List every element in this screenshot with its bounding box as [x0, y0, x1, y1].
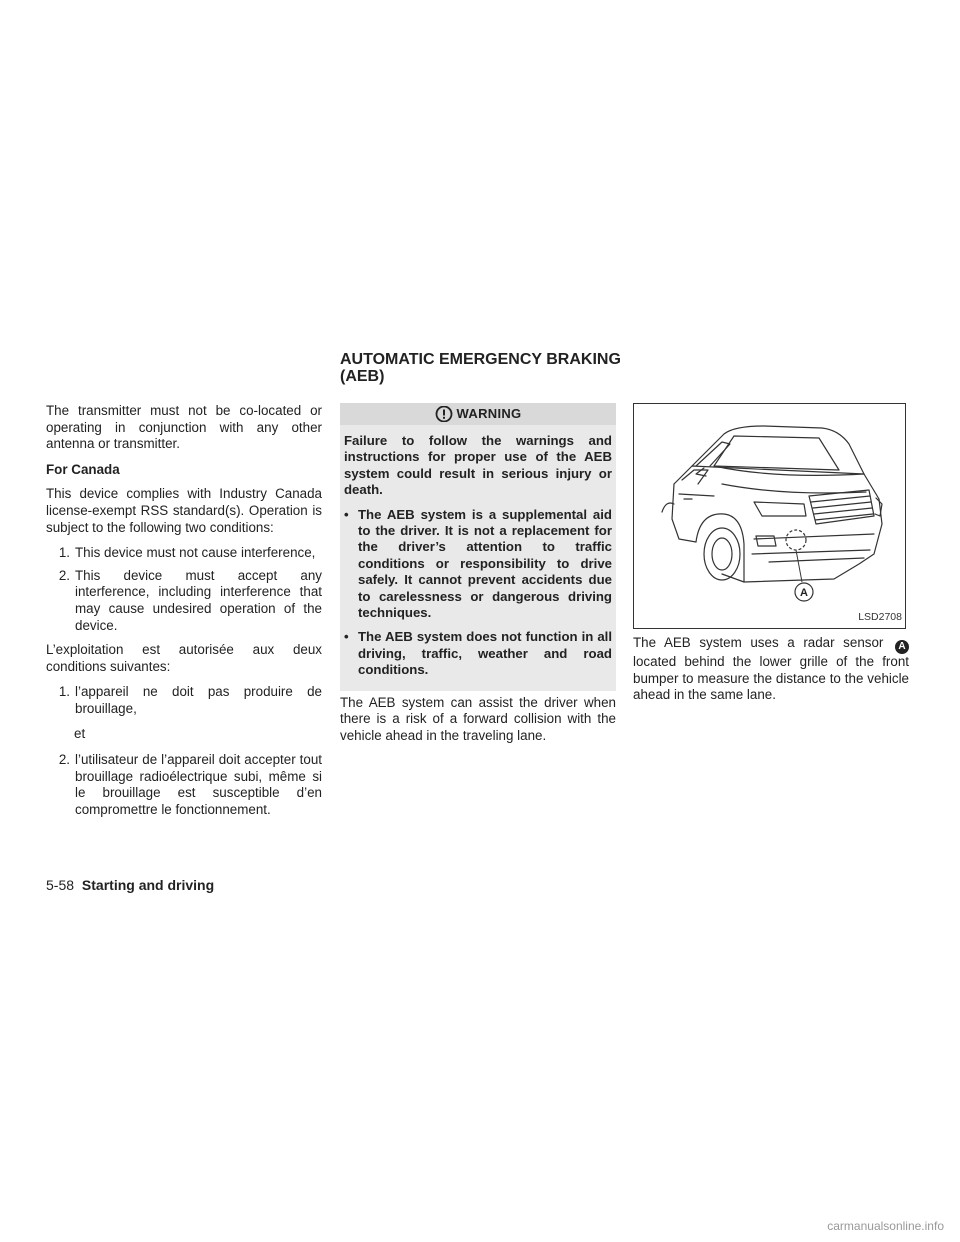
- warning-box: [340, 403, 616, 691]
- canada-paragraph: This device complies with Industry Canada license-exempt RSS standard(s). Operation is subject to the following two conditions:: [46, 486, 322, 535]
- warning-icon: [435, 406, 453, 422]
- warning-title: WARNING: [456, 405, 522, 421]
- list-text: This device must accept any interference, including interference that may cause undesired operation of the device.: [75, 567, 322, 633]
- callout-a-marker: A: [895, 640, 909, 654]
- figure-code: LSD2708: [858, 611, 902, 624]
- page-footer: [46, 877, 214, 893]
- radar-text-before: The AEB system uses a radar sensor: [633, 635, 884, 650]
- vehicle-figure: [633, 403, 906, 629]
- aeb-assist-paragraph: The AEB system can assist the driver when there is a risk of a forward collision with the vehicle ahead in the traveling lane.: [340, 694, 616, 743]
- watermark: carmanualsonline.info: [827, 1219, 944, 1233]
- french-intro: L’exploitation est autorisée aux deux conditions suivantes:: [46, 642, 322, 674]
- bullet: •: [344, 629, 349, 645]
- list-item: [344, 629, 612, 678]
- figure-callout: A: [800, 587, 808, 599]
- canada-heading: For Canada: [46, 461, 120, 477]
- warning-intro: Failure to follow the warnings and instructions for proper use of the AEB system could result in serious injury or death.: [344, 433, 612, 498]
- list-text: l’appareil ne doit pas produire de brouillage,: [75, 684, 322, 716]
- bullet: •: [344, 506, 349, 522]
- list-text: l’utilisateur de l’appareil doit accepter tout brouillage radioélectrique subi, même si le brouillage est susceptible d’en compromettre le fonctionnement.: [75, 752, 322, 817]
- radar-sensor-paragraph: [633, 635, 909, 704]
- section-title: AUTOMATIC EMERGENCY BRAKING (AEB): [340, 351, 621, 385]
- warning-bullets: [344, 507, 612, 679]
- list-number: 1.: [58, 545, 70, 561]
- conditions-list-fr-2: [46, 752, 322, 818]
- warning-header: [340, 403, 616, 425]
- column-middle: [340, 403, 616, 753]
- suv-illustration: [634, 404, 905, 628]
- bullet-text: The AEB system does not function in all driving, traffic, weather and road conditions.: [358, 629, 612, 678]
- french-et: et: [74, 725, 86, 741]
- bullet-text: The AEB system is a supplemental aid to the driver. It is not a replacement for the driver’s attention to traffic conditions or responsibility to drive safely. It cannot prevent accidents due to carelessness or dangerous driving techniques.: [358, 506, 612, 621]
- list-text: This device must not cause interference,: [75, 545, 316, 561]
- list-number: 2.: [58, 752, 70, 768]
- list-item: [46, 545, 322, 562]
- list-item: [46, 568, 322, 634]
- list-number: 1.: [58, 684, 70, 700]
- list-item: [46, 684, 322, 717]
- conditions-list-fr: [46, 684, 322, 717]
- page-number: 5-58: [46, 877, 75, 893]
- footer-section: Starting and driving: [81, 877, 215, 893]
- warning-body: [340, 425, 616, 691]
- list-item: [46, 752, 322, 818]
- transmitter-paragraph: The transmitter must not be co-located or operating in conjunction with any other antenna or transmitter.: [46, 403, 322, 452]
- list-item: [344, 507, 612, 622]
- list-number: 2.: [58, 567, 70, 583]
- radar-text-after: located behind the lower grille of the front bumper to measure the distance to the vehicle ahead in the same lane.: [633, 654, 909, 703]
- conditions-list-en: [46, 545, 322, 634]
- column-right: [633, 403, 909, 713]
- column-left: [46, 403, 322, 826]
